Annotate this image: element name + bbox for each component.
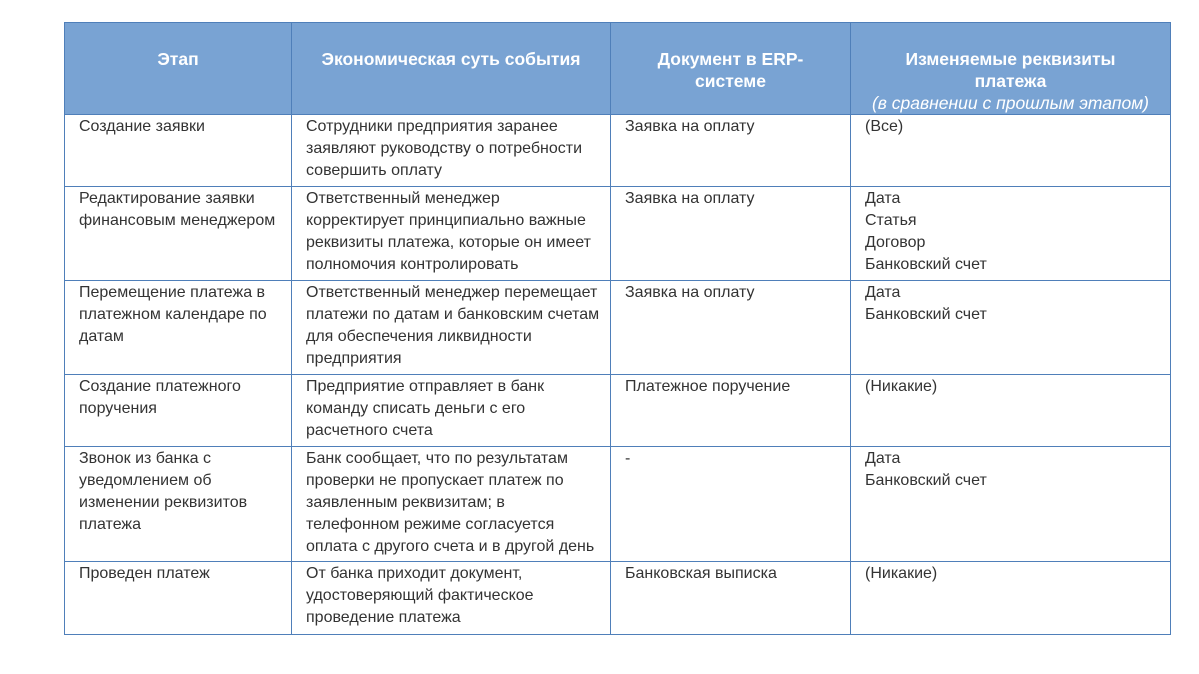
cell-essence: От банка приходит документ, удостоверяющий фактическое проведение платежа xyxy=(292,562,611,635)
cell-document: Заявка на оплату xyxy=(611,281,851,375)
cell-stage: Редактирование заявки финансовым менеджером xyxy=(65,187,292,281)
cell-essence: Банк сообщает, что по результатам проверки не пропускает платеж по заявленным реквизитам; в телефонном режиме согласуется оплата с другого счета и в другой день xyxy=(292,447,611,562)
header-row xyxy=(65,23,1171,115)
requisite-item: (Все) xyxy=(865,118,904,135)
header-document: Документ в ERP-системе xyxy=(611,23,851,115)
cell-requisites xyxy=(851,187,1171,281)
table-row xyxy=(65,115,1171,187)
requisite-item: (Никакие) xyxy=(865,378,938,395)
requisite-item: Банковский счет xyxy=(865,256,987,273)
cell-document: Заявка на оплату xyxy=(611,187,851,281)
cell-requisites xyxy=(851,375,1171,447)
requisite-item: Банковский счет xyxy=(865,472,987,489)
requisite-item: Банковский счет xyxy=(865,306,987,323)
cell-requisites xyxy=(851,281,1171,375)
header-requisites-title: Изменяемые реквизиты платежа xyxy=(905,49,1116,91)
cell-document: Банковская выписка xyxy=(611,562,851,635)
table-row xyxy=(65,447,1171,562)
requisite-item: Договор xyxy=(865,234,926,251)
header-requisites-note: (в сравнении с прошлым этапом) xyxy=(871,93,1150,113)
cell-stage: Создание заявки xyxy=(65,115,292,187)
cell-stage: Звонок из банка с уведомлением об изменении реквизитов платежа xyxy=(65,447,292,562)
requisite-item: Дата xyxy=(865,450,901,467)
header-requisites xyxy=(851,23,1171,115)
cell-stage: Проведен платеж xyxy=(65,562,292,635)
table-row xyxy=(65,281,1171,375)
cell-document: Заявка на оплату xyxy=(611,115,851,187)
header-essence: Экономическая суть события xyxy=(292,23,611,115)
cell-requisites xyxy=(851,447,1171,562)
payment-stages-table-wrapper xyxy=(64,22,1170,635)
cell-essence: Сотрудники предприятия заранее заявляют руководству о потребности совершить оплату xyxy=(292,115,611,187)
cell-essence: Ответственный менеджер корректирует принципиально важные реквизиты платежа, которые он имеет полномочия контролировать xyxy=(292,187,611,281)
cell-stage: Перемещение платежа в платежном календаре по датам xyxy=(65,281,292,375)
table-row xyxy=(65,187,1171,281)
cell-document: - xyxy=(611,447,851,562)
requisite-item: Дата xyxy=(865,190,901,207)
requisite-item: Статья xyxy=(865,212,917,229)
cell-document: Платежное поручение xyxy=(611,375,851,447)
cell-requisites xyxy=(851,562,1171,635)
cell-essence: Предприятие отправляет в банк команду списать деньги с его расчетного счета xyxy=(292,375,611,447)
cell-essence: Ответственный менеджер перемещает платежи по датам и банковским счетам для обеспечения ликвидности предприятия xyxy=(292,281,611,375)
payment-stages-table xyxy=(64,22,1171,635)
cell-requisites xyxy=(851,115,1171,187)
table-row xyxy=(65,375,1171,447)
table-row xyxy=(65,562,1171,635)
cell-stage: Создание платежного поручения xyxy=(65,375,292,447)
requisite-item: (Никакие) xyxy=(865,565,938,582)
header-stage: Этап xyxy=(65,23,292,115)
requisite-item: Дата xyxy=(865,284,901,301)
